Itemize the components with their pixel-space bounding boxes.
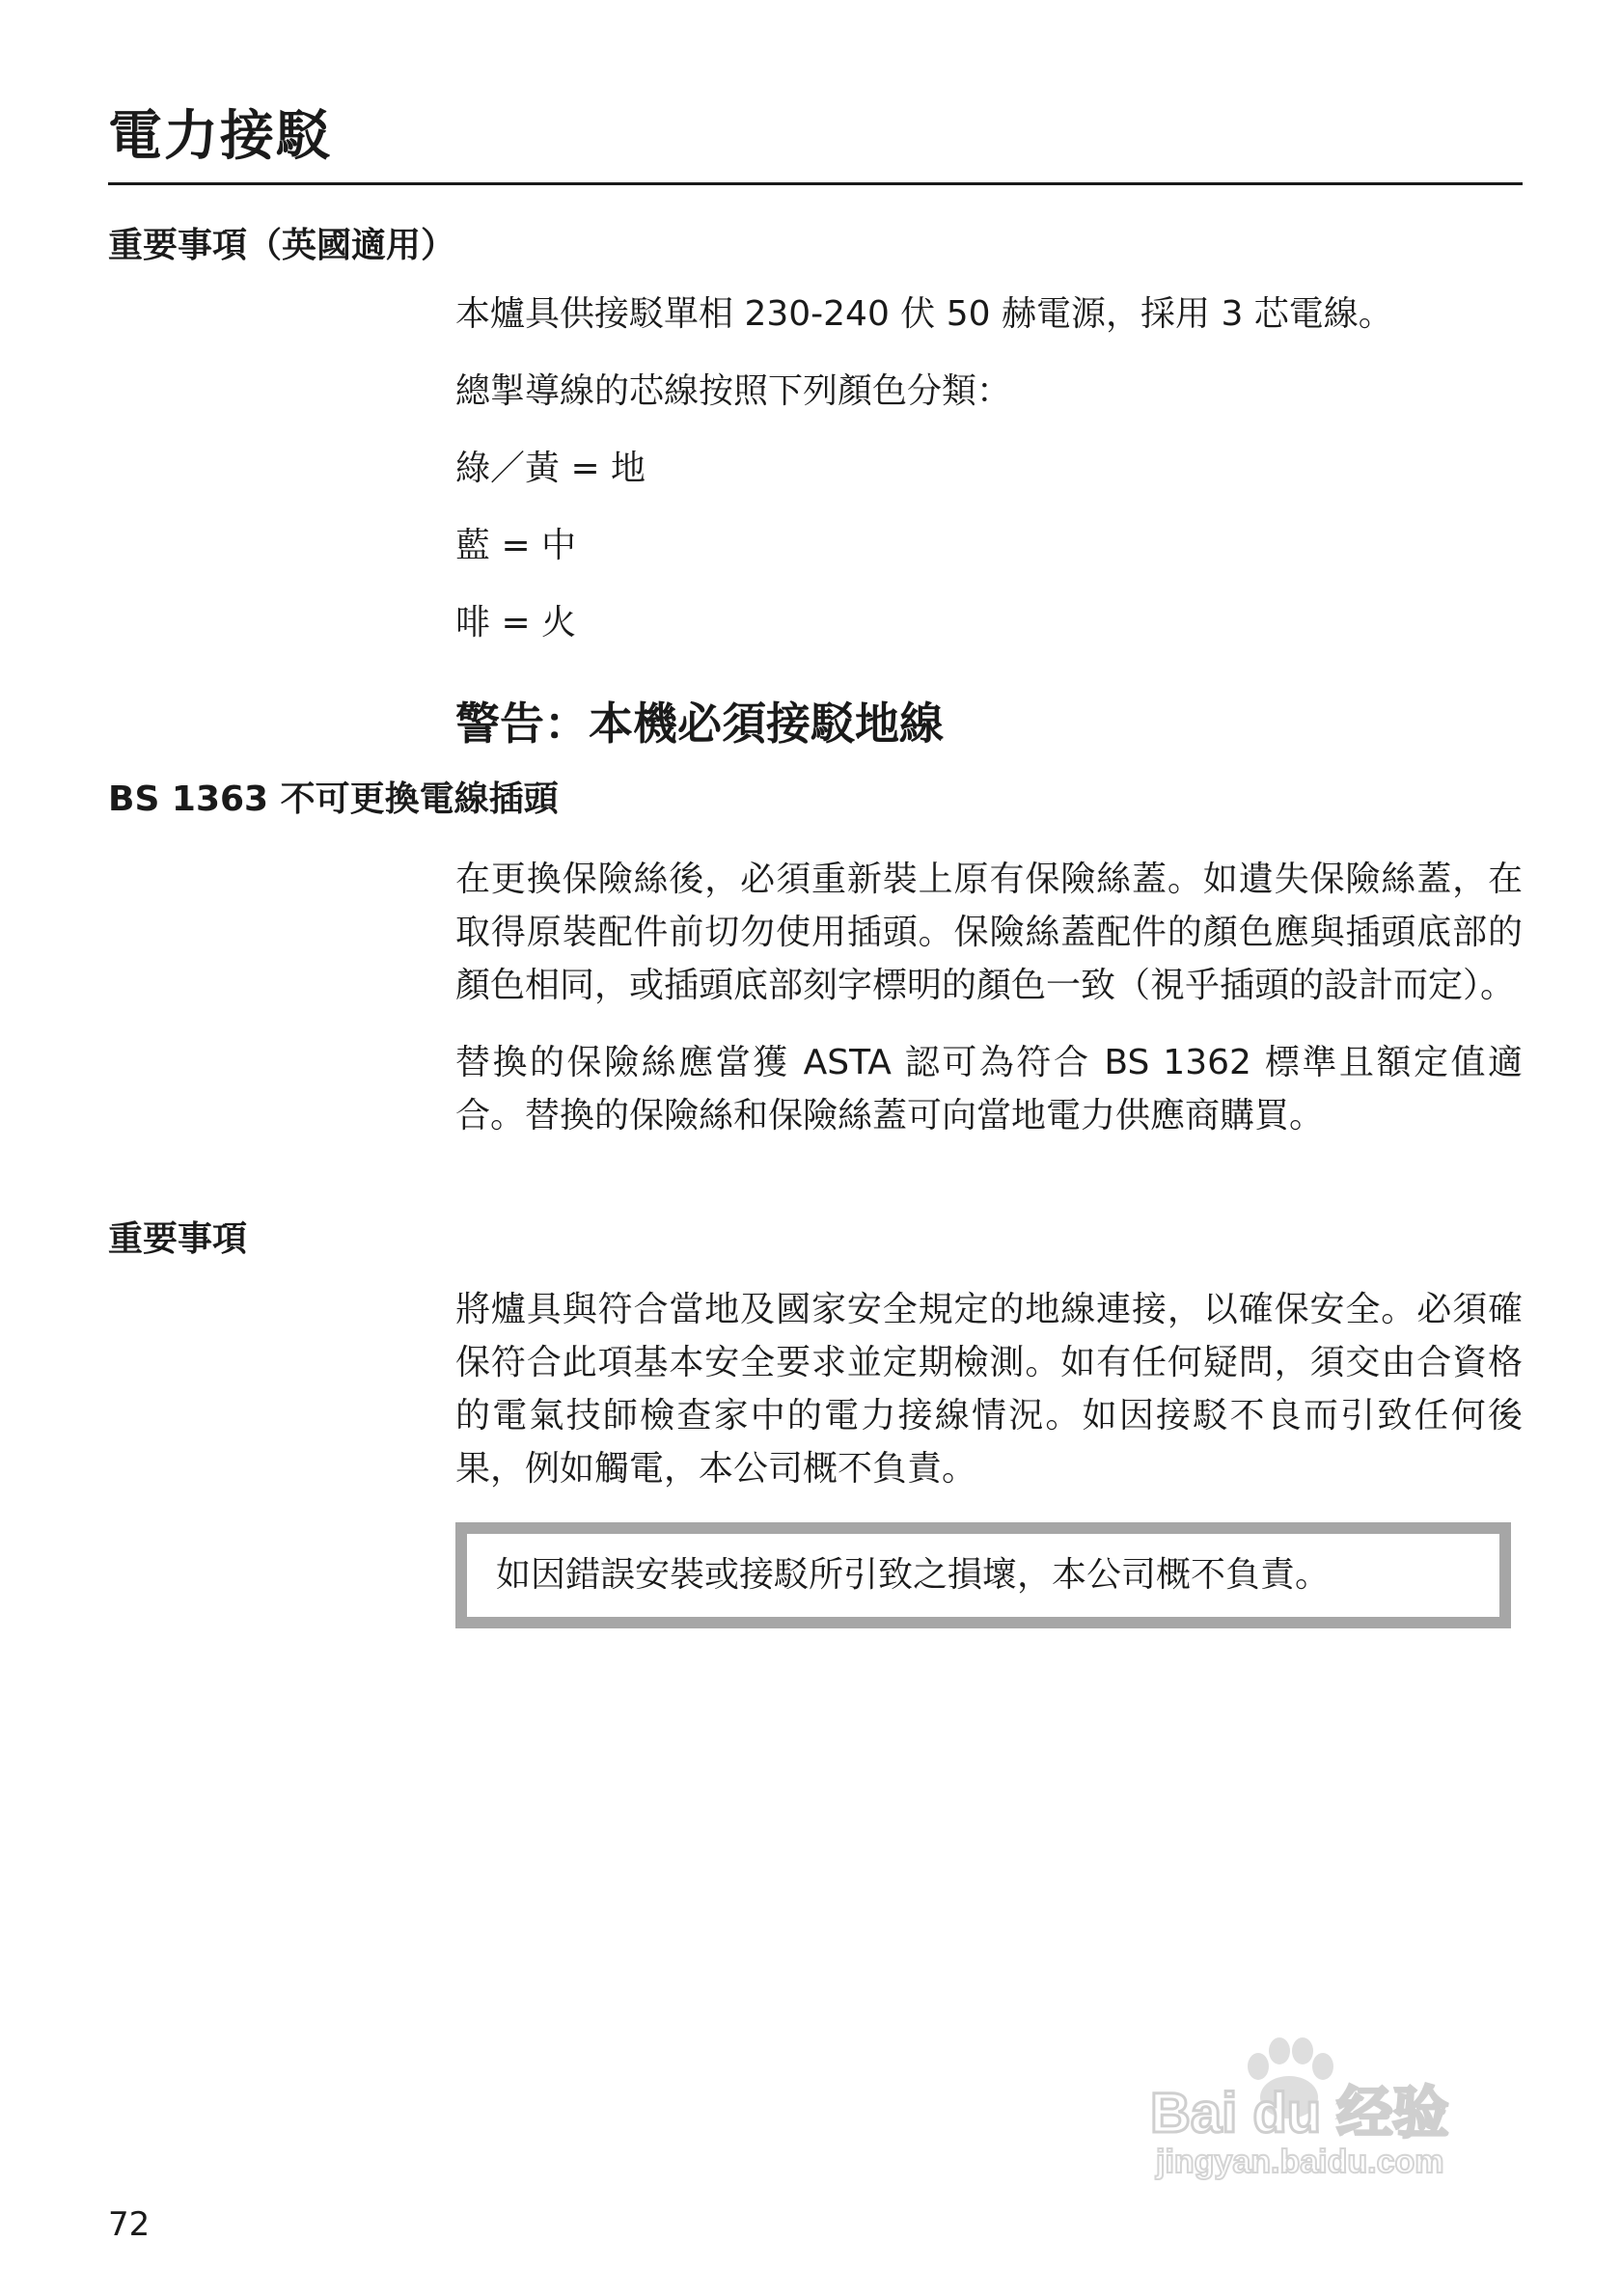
- liability-note: 如因錯誤安裝或接駁所引致之損壞，本公司概不負責。: [496, 1555, 1331, 1595]
- watermark-logo: Bai du 经验: [1150, 2082, 1449, 2145]
- important-body: [455, 1283, 1523, 1495]
- watermark-url: jingyan.baidu.com: [1156, 2144, 1444, 2180]
- earth-warning: 警告：本機必須接駁地線: [455, 697, 944, 750]
- wire-neutral: 藍 = 中: [455, 526, 577, 565]
- section-heading-bs1363: BS 1363 不可更換電線插頭: [108, 779, 559, 819]
- supply-spec: 本爐具供接駁單相 230-240 伏 50 赫電源，採用 3 芯電線。: [455, 294, 1393, 334]
- wire-colour-intro: 總掣導線的芯線按照下列顏色分類：: [455, 371, 1012, 411]
- fuse-cover-paragraph: 在更換保險絲後，必須重新裝上原有保險絲蓋。如遺失保險絲蓋，在取得原裝配件前切勿使用插頭。保險絲蓋配件的顏色應與插頭底部的顏色相同，或插頭底部刻字標明的顏色一致（視乎插頭的設計而定）。: [455, 860, 1523, 1005]
- liability-note-box: [455, 1522, 1511, 1628]
- section-heading-important: 重要事項: [108, 1219, 248, 1259]
- bs-body: [455, 853, 1523, 1142]
- title-divider: [108, 182, 1523, 185]
- wire-earth: 綠／黃 = 地: [455, 449, 646, 488]
- page-number: 72: [108, 2205, 151, 2244]
- uk-body: [455, 287, 1523, 649]
- baidu-watermark: [1144, 2037, 1530, 2182]
- page-title: 電力接駁: [108, 105, 332, 168]
- wire-live: 啡 = 火: [455, 603, 577, 642]
- fuse-replacement-paragraph: 替換的保險絲應當獲 ASTA 認可為符合 BS 1362 標準且額定值適合。替換的保險絲和保險絲蓋可向當地電力供應商購買。: [455, 1043, 1523, 1135]
- earthing-paragraph: 將爐具與符合當地及國家安全規定的地線連接，以確保安全。必須確保符合此項基本安全要求並定期檢測。如有任何疑問，須交由合資格的電氣技師檢查家中的電力接線情況。如因接駁不良而引致任何後果，例如觸電，本公司概不負責。: [455, 1290, 1523, 1489]
- section-heading-uk: 重要事項（英國適用）: [108, 226, 456, 265]
